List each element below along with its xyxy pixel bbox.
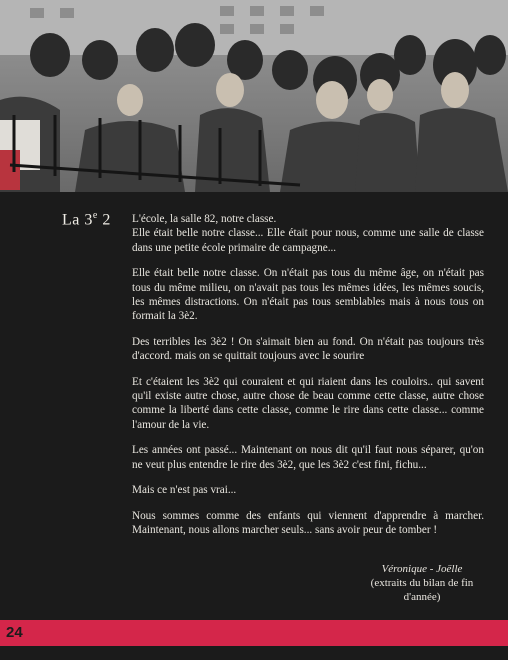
paragraph: Et c'étaient les 3è2 qui couraient et qui riaient dans les couloirs.. qui savent qu'il existe autre chose, autre chose de beau comme cette classe, autre chose comme la liberté dans cette classe, comme le rire dans cette classe... comme l'amour de la vie.: [132, 375, 484, 431]
page-number: 24: [6, 624, 23, 641]
paragraph: Nous sommes comme des enfants qui viennent d'apprendre à marcher. Maintenant, nous allons marcher seuls... sans avoir peur de tomber !: [132, 509, 484, 536]
header-photo: [0, 0, 508, 192]
signature-author: Véronique - Joëlle: [381, 563, 463, 575]
article-body: [132, 212, 484, 548]
paragraph: Des terribles les 3è2 ! On s'aimait bien au fond. On n'était pas toujours très d'accord. mais on se quittait toujours avec le sourire: [132, 335, 484, 363]
crowd-photo-icon: [0, 0, 508, 192]
article-heading: [62, 210, 111, 229]
paragraph: Elle était belle notre classe... Elle était pour nous, comme une salle de classe dans une petite école primaire de campagne...: [132, 227, 484, 254]
heading-suffix: 2: [97, 211, 111, 229]
paragraph: Elle était belle notre classe. On n'était pas tous du même âge, on n'était pas tous du même milieu, on n'avait pas tous les mêmes idées, les mêmes soucis, les mêmes distractions. On n'était pas tous semblables mais à nous tous on formait la 3è2.: [132, 267, 484, 323]
signature: [352, 562, 492, 604]
paragraph: Mais ce n'est pas vrai...: [132, 484, 237, 497]
heading-prefix: La 3: [62, 211, 93, 229]
paragraph: Les années ont passé... Maintenant on nous dit qu'il faut nous séparer, qu'on ne veut plus entendre le rire des 3è2, que les 3è2 c'est fini, fichu...: [132, 444, 484, 471]
footer-bar: [0, 620, 508, 646]
paragraph: L'école, la salle 82, notre classe.: [132, 213, 277, 225]
signature-note: (extraits du bilan de fin d'année): [370, 577, 474, 603]
heading-sup: e: [92, 210, 98, 221]
bottom-strip: [0, 646, 508, 660]
